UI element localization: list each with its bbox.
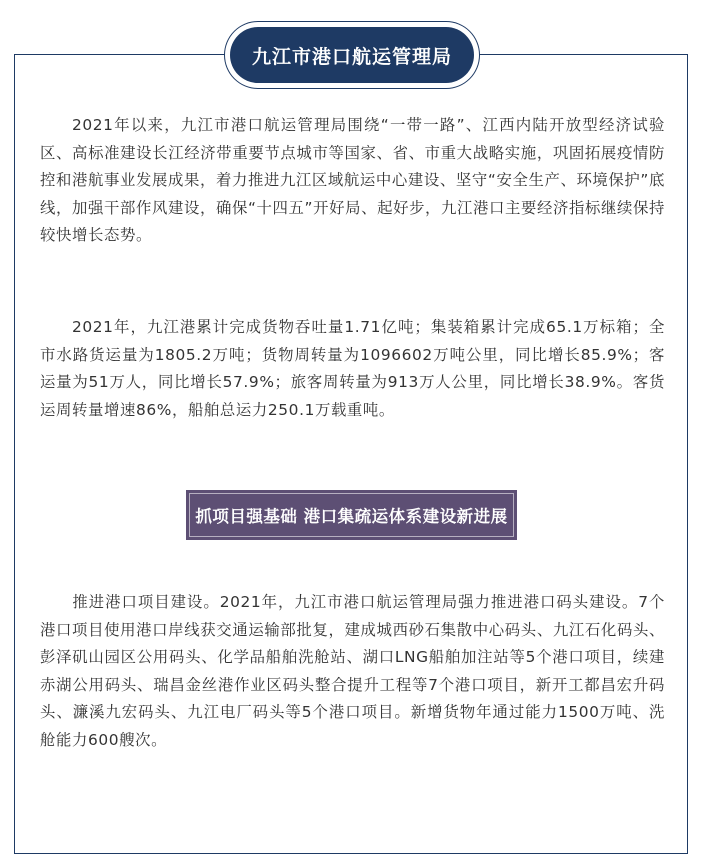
header-badge bbox=[230, 27, 474, 83]
intro-paragraph bbox=[40, 112, 665, 250]
statistics-paragraph bbox=[40, 314, 665, 424]
section-heading: 抓项目强基础 港口集疏运体系建设新进展 bbox=[195, 507, 508, 526]
statistics-paragraph-text: 2021年，九江港累计完成货物吞吐量1.71亿吨；集装箱累计完成65.1万标箱；全市水路货运量为1805.2万吨；货物周转量为1096602万吨公里，同比增长85.9%；客运量为51万人，同比增长57.9%；旅客周转量为913万人公里，同比增长38.9%。客货运周转量增速86%，船舶总运力250.1万载重吨。 bbox=[40, 318, 665, 419]
section-heading-banner bbox=[186, 490, 517, 540]
port-projects-paragraph-text: 推进港口项目建设。2021年，九江市港口航运管理局强力推进港口码头建设。7个港口项目使用港口岸线获交通运输部批复，建成城西砂石集散中心码头、九江石化码头、彭泽矶山园区公用码头、化学品船舶洗舱站、湖口LNG船舶加注站等5个港口项目，续建赤湖公用码头、瑞昌金丝港作业区码头整合提升工程等7个港口项目，新开工都昌宏升码头、濂溪九宏码头、九江电厂码头等5个港口项目。新增货物年通过能力1500万吨、洗舱能力600艘次。 bbox=[40, 593, 665, 749]
intro-paragraph-text: 2021年以来，九江市港口航运管理局围绕“一带一路”、江西内陆开放型经济试验区、高标准建设长江经济带重要节点城市等国家、省、市重大战略实施，巩固拓展疫情防控和港航事业发展成果，着力推进九江区域航运中心建设、坚守“安全生产、环境保护”底线，加强干部作风建设，确保“十四五”开好局、起好步，九江港口主要经济指标继续保持较快增长态势。 bbox=[40, 116, 665, 244]
header-title: 九江市港口航运管理局 bbox=[251, 45, 452, 68]
port-projects-paragraph bbox=[40, 589, 665, 754]
